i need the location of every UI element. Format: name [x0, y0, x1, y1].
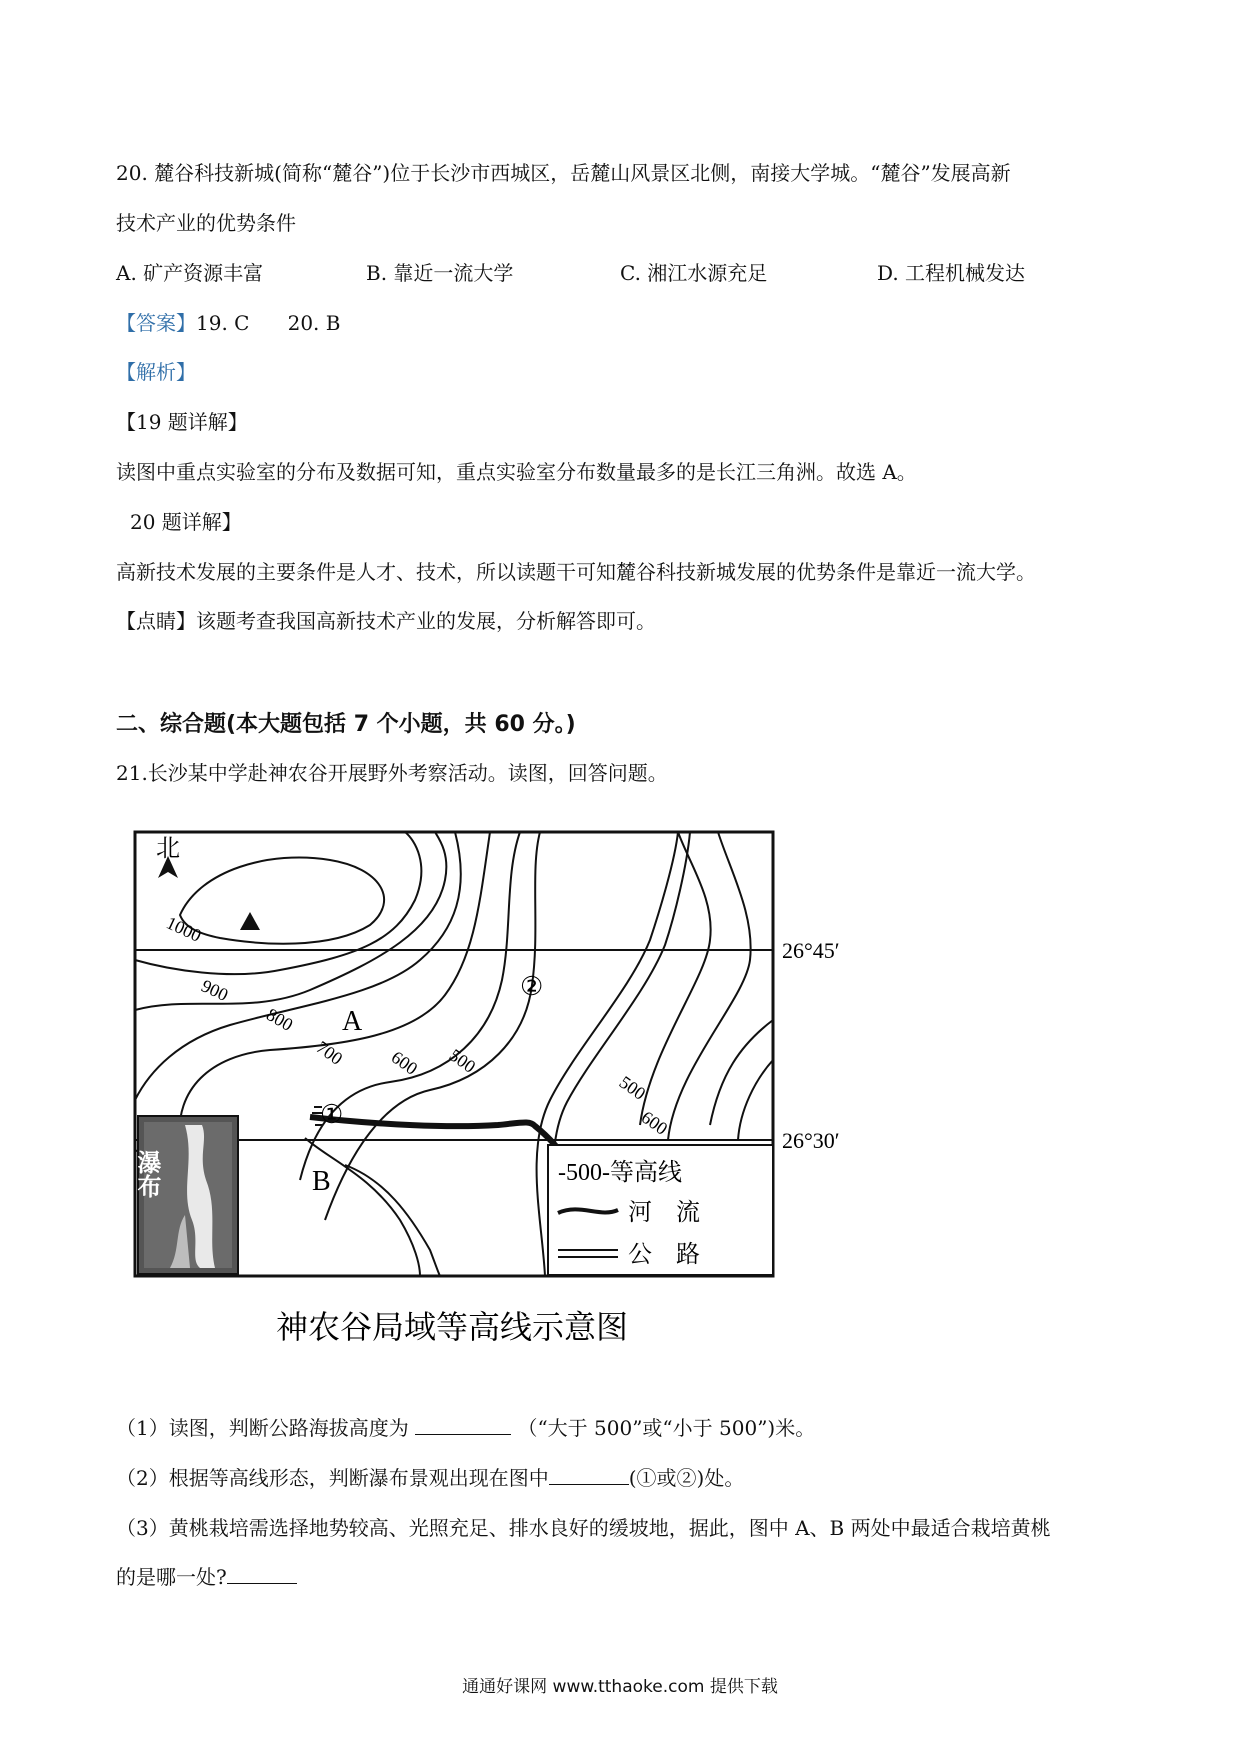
marker-1-label: ①: [320, 1100, 344, 1129]
q20-stem-line1: 20. 麓谷科技新城(简称“麓谷”)位于长沙市西城区，岳麓山风景区北侧，南接大学城。“麓谷”发展高新: [116, 161, 1011, 185]
sub3-line2: [116, 1562, 297, 1592]
waterfall-photo-inset: [133, 1116, 238, 1274]
summit-triangle: [240, 912, 260, 930]
legend: [548, 1145, 773, 1275]
q20-option-b: B. 靠近一流大学: [366, 261, 514, 285]
sub3-text: 的是哪一处?: [116, 1565, 227, 1589]
section-title: 二、综合题(本大题包括 7 个小题，共 60 分。): [116, 712, 576, 737]
q20-option-c: C. 湘江水源充足: [620, 261, 768, 285]
q20-stem-line2: 技术产业的优势条件: [116, 211, 296, 235]
sub1-text-a: （1）读图，判断公路海拔高度为: [116, 1416, 409, 1440]
sub3-answer-blank[interactable]: [227, 1563, 297, 1584]
contour-label-900: 900: [198, 975, 232, 1006]
contour-label-600-east: 600: [637, 1106, 672, 1139]
q20-option-d: D. 工程机械发达: [877, 261, 1026, 285]
contour-label-800: 800: [263, 1004, 297, 1035]
contour-label-500: 500: [445, 1044, 480, 1077]
comment-text: 【点睛】该题考查我国高新技术产业的发展，分析解答即可。: [116, 609, 656, 633]
sub2-answer-blank[interactable]: [549, 1464, 629, 1485]
sub3-line1: （3）黄桃栽培需选择地势较高、光照充足、排水良好的缓坡地，据此，图中 A、B 两处中最适合栽培黄桃: [116, 1516, 1051, 1540]
q19-detail-title: 【19 题详解】: [116, 410, 248, 434]
q20-detail-text: 高新技术发展的主要条件是人才、技术，所以读题干可知麓谷科技新城发展的优势条件是靠近一流大学。: [116, 560, 1036, 584]
sub2-text-b: (①或②)处。: [628, 1466, 745, 1490]
sub1-answer-blank[interactable]: [415, 1414, 511, 1435]
answer-text: 19. C 20. B: [196, 311, 341, 335]
answer-line: [116, 308, 340, 338]
waterfall-label: 瀑布: [133, 1150, 159, 1198]
point-b-label: B: [312, 1166, 331, 1197]
q19-detail-text: 读图中重点实验室的分布及数据可知，重点实验室分布数量最多的是长江三角洲。故选 A。: [116, 460, 917, 484]
legend-road-label: 公 路: [628, 1242, 700, 1268]
contour-label-600: 600: [387, 1046, 422, 1079]
sub2-text-a: （2）根据等高线形态，判断瀑布景观出现在图中: [116, 1466, 549, 1490]
contour-label-500-east: 500: [615, 1071, 650, 1104]
q20-option-a: A. 矿产资源丰富: [116, 261, 264, 285]
figure-caption: 神农谷局域等高线示意图: [275, 1309, 629, 1345]
latitude-label-top: 26°45′: [782, 938, 840, 963]
legend-contour-label: -500-等高线: [558, 1160, 682, 1186]
sub2-line: [116, 1463, 744, 1493]
point-a-label: A: [342, 1006, 363, 1037]
q20-detail-title: 20 题详解】: [130, 510, 242, 534]
north-label: 北: [156, 836, 180, 862]
contour-map-figure: [130, 820, 890, 1365]
page-footer: 通通好课网 www.tthaoke.com 提供下载: [462, 1677, 778, 1697]
contour-label-700: 700: [312, 1036, 347, 1069]
latitude-label-bottom: 26°30′: [782, 1128, 840, 1153]
sub1-text-b: （“大于 500”或“小于 500”)米。: [517, 1416, 816, 1440]
sub1-line: [116, 1413, 815, 1443]
marker-2-label: ②: [520, 972, 544, 1001]
analysis-label: 【解析】: [116, 360, 196, 384]
answer-label: 【答案】: [116, 311, 196, 335]
q21-intro: 21.长沙某中学赴神农谷开展野外考察活动。读图，回答问题。: [116, 761, 668, 785]
legend-river-label: 河 流: [628, 1200, 700, 1226]
contour-label-1000: 1000: [163, 912, 205, 946]
